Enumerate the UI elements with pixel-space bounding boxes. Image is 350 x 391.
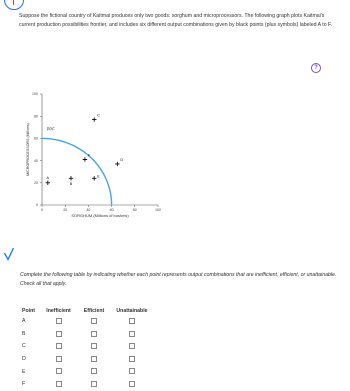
cell-inefficient: [38, 378, 79, 391]
cell-efficient: [79, 315, 109, 328]
point-label-cell: E: [22, 368, 26, 375]
cell-efficient: [79, 328, 109, 341]
cell-inefficient: [38, 328, 79, 341]
y-axis-title: MICROPROCESSORS (Millions): [26, 123, 30, 176]
header-point: Point: [22, 308, 35, 314]
help-question-icon[interactable]: ?: [311, 63, 321, 73]
x-tick-label: 100: [155, 208, 161, 212]
checkbox-efficient[interactable]: [91, 368, 97, 374]
y-tick-label: 80: [34, 114, 38, 119]
point-label: F: [87, 153, 91, 158]
header-unattainable: Unattainable: [116, 308, 148, 314]
point-label-cell: D: [22, 356, 26, 363]
classification-table: [20, 307, 155, 391]
point-marker: [46, 181, 50, 185]
point-label: C: [97, 113, 100, 118]
cell-unattainable: [109, 328, 155, 341]
cell-unattainable: [109, 340, 155, 353]
checkbox-unattainable[interactable]: [129, 381, 135, 387]
checkbox-efficient[interactable]: [91, 343, 97, 349]
cell-unattainable: [109, 315, 155, 328]
checkbox-inefficient[interactable]: [56, 368, 62, 374]
y-tick-label: 40: [34, 158, 38, 163]
point-label: D: [120, 157, 124, 162]
checkbox-inefficient[interactable]: [56, 343, 62, 349]
cell-efficient: [79, 365, 109, 378]
cell-inefficient: [38, 365, 79, 378]
checkbox-inefficient[interactable]: [56, 318, 62, 324]
ppf-label: PPF: [46, 126, 55, 132]
checkbox-unattainable[interactable]: [129, 318, 135, 324]
checkbox-efficient[interactable]: [91, 381, 97, 387]
table-instructions: Complete the following table by indicating whether each point represents output combinations that are inefficient, efficient, or unattainable. Check all that apply.: [20, 272, 337, 287]
y-tick-label: 100: [32, 92, 38, 97]
point-label-cell: F: [22, 381, 26, 388]
x-tick-label: 0: [41, 208, 43, 212]
checkbox-unattainable[interactable]: [129, 343, 135, 349]
checkbox-unattainable[interactable]: [129, 356, 135, 362]
y-tick-label: 60: [34, 136, 38, 141]
x-axis-title: SORGHUM (Millions of bushels): [71, 213, 129, 218]
checkbox-efficient[interactable]: [91, 318, 97, 324]
cell-unattainable: [109, 353, 155, 366]
point-marker: [92, 176, 96, 180]
x-tick-label: 20: [63, 208, 68, 212]
x-tick-label: 40: [86, 208, 91, 212]
y-tick-label: 20: [34, 181, 38, 185]
point-marker: [69, 176, 73, 180]
checkbox-efficient[interactable]: [91, 356, 97, 362]
point-marker: [83, 157, 87, 161]
checkbox-inefficient[interactable]: [56, 331, 62, 337]
checkbox-efficient[interactable]: [91, 331, 97, 337]
ppf-curve: [42, 138, 112, 205]
table-row: [20, 365, 155, 378]
point-label-cell: B: [22, 330, 26, 337]
point-label: A: [46, 175, 50, 180]
cell-efficient: [79, 340, 109, 353]
table-row: [20, 353, 155, 366]
checkbox-unattainable[interactable]: [129, 368, 135, 374]
header-inefficient: Inefficient: [46, 308, 71, 314]
table-row: [20, 328, 155, 341]
cell-inefficient: [38, 353, 79, 366]
cell-efficient: [79, 353, 109, 366]
point-marker: [92, 117, 96, 121]
point-label: E: [97, 174, 100, 179]
cell-efficient: [79, 378, 109, 391]
checkbox-unattainable[interactable]: [129, 331, 135, 337]
table-row: [20, 340, 155, 353]
table-header-row: [20, 307, 155, 315]
header-efficient: Efficient: [83, 308, 105, 314]
y-tick-label: 0: [36, 203, 38, 208]
cell-unattainable: [109, 365, 155, 378]
table-row: [20, 378, 155, 391]
checkbox-inefficient[interactable]: [56, 381, 62, 387]
checkmark-icon: [3, 247, 15, 261]
cell-inefficient: [38, 340, 79, 353]
checkbox-inefficient[interactable]: [56, 356, 62, 362]
x-tick-label: 60: [109, 208, 114, 212]
point-marker: [115, 162, 119, 166]
point-label-cell: A: [22, 318, 26, 325]
table-row: [20, 315, 155, 328]
point-label: B: [69, 181, 73, 186]
x-tick-label: 80: [132, 208, 137, 212]
question-text: Suppose the fictional country of Kaitmai produces only two goods: sorghum and microprocessors. The following graph plots Kaitmai's current production possibilities frontier, and includes six different output combinations given by black points (plus symbols) labeled A to F.: [19, 13, 333, 28]
cell-inefficient: [38, 315, 79, 328]
point-label-cell: C: [22, 343, 26, 350]
cell-unattainable: [109, 378, 155, 391]
